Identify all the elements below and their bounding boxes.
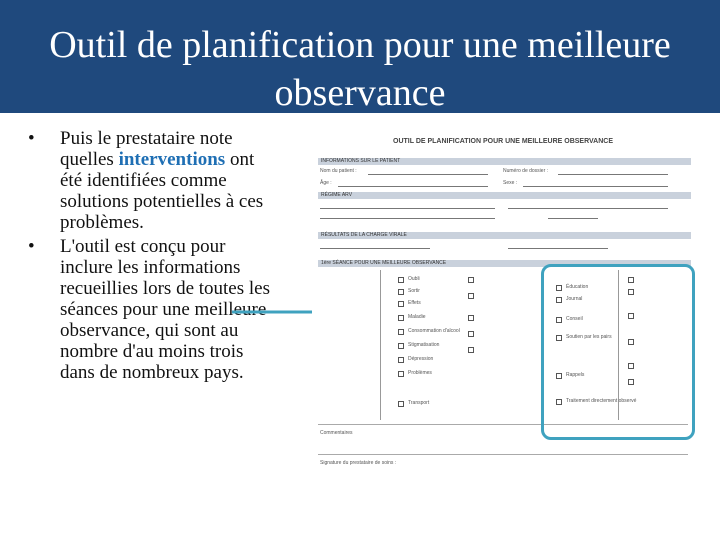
form-checkbox bbox=[398, 343, 404, 349]
bullet-dot-icon: • bbox=[28, 128, 35, 149]
form-checkbox bbox=[468, 277, 474, 283]
slide-title bbox=[0, 0, 720, 113]
form-field-age: Âge : bbox=[320, 180, 332, 186]
form-checkbox bbox=[468, 347, 474, 353]
form-obstacle: Dépression bbox=[408, 356, 434, 362]
form-checkbox bbox=[398, 357, 404, 363]
form-line bbox=[320, 218, 495, 219]
slide-title-line-2: observance bbox=[274, 72, 446, 114]
form-field-name: Nom du patient : bbox=[320, 168, 357, 174]
form-checkbox bbox=[398, 329, 404, 335]
form-obstacle: Consommation d'alcool bbox=[408, 328, 460, 334]
form-title: OUTIL DE PLANIFICATION POUR UNE MEILLEURE OBSERVANCE bbox=[393, 138, 613, 145]
form-checkbox bbox=[468, 331, 474, 337]
bullet-highlight: interventions bbox=[118, 149, 226, 170]
bullet-list bbox=[28, 128, 278, 386]
form-checkbox bbox=[468, 315, 474, 321]
form-obstacle: Problèmes bbox=[408, 370, 432, 376]
form-line bbox=[508, 208, 668, 209]
bullet-dot-icon: • bbox=[28, 236, 35, 257]
form-section-session: 1ère SÉANCE POUR UNE MEILLEURE OBSERVANCE bbox=[318, 260, 691, 267]
form-signature-label: Signature du prestataire de soins : bbox=[320, 460, 397, 466]
form-checkbox bbox=[468, 293, 474, 299]
form-obstacle: Sortir bbox=[408, 288, 420, 294]
form-obstacle: Maladie bbox=[408, 314, 426, 320]
form-column-divider bbox=[380, 270, 381, 420]
form-checkbox bbox=[398, 301, 404, 307]
form-checkbox bbox=[398, 277, 404, 283]
bullet-text: L'outil est conçu pour inclure les informations recueillies lors de toutes les séances pour une meilleure observance, qui sont au nombre d'au moins trois dans de nombreux pays. bbox=[60, 236, 270, 383]
form-section-results: RÉSULTATS DE LA CHARGE VIRALE bbox=[318, 232, 691, 239]
form-line bbox=[320, 208, 495, 209]
form-intervention: Traitement directement observé bbox=[566, 398, 637, 404]
form-line bbox=[368, 174, 488, 175]
form-line bbox=[523, 186, 668, 187]
form-checkbox bbox=[398, 289, 404, 295]
bullet-item bbox=[28, 128, 278, 233]
bullet-text-end: ont été identifiées comme solutions potentielles à ces problèmes. bbox=[60, 149, 264, 233]
form-checkbox bbox=[398, 315, 404, 321]
form-intervention: Conseil bbox=[566, 316, 583, 322]
form-line bbox=[338, 186, 488, 187]
form-obstacle: Stigmatisation bbox=[408, 342, 440, 348]
form-line bbox=[558, 174, 668, 175]
form-checkbox bbox=[398, 401, 404, 407]
slide-title-line-1: Outil de planification pour une meilleure bbox=[49, 24, 671, 66]
form-obstacle: Effets bbox=[408, 300, 421, 306]
highlight-frame bbox=[541, 264, 695, 440]
form-checkbox bbox=[398, 371, 404, 377]
form-line bbox=[318, 454, 688, 455]
form-section-patient: INFORMATIONS SUR LE PATIENT bbox=[318, 158, 691, 165]
form-comments-label: Commentaires bbox=[320, 430, 353, 436]
bullet-text: Puis le prestataire note quelles bbox=[60, 128, 233, 170]
form-line bbox=[320, 248, 430, 249]
form-intervention: Éducation bbox=[566, 284, 589, 290]
form-section-arv: RÉGIME ARV bbox=[318, 192, 691, 199]
form-obstacle: Oubli bbox=[408, 276, 420, 282]
form-obstacle: Transport bbox=[408, 400, 430, 406]
form-intervention: Journal bbox=[566, 296, 583, 302]
form-intervention: Soutien par les pairs bbox=[566, 334, 612, 340]
form-field-sex: Sexe : bbox=[503, 180, 518, 186]
form-intervention: Rappels bbox=[566, 372, 585, 378]
form-field-file: Numéro de dossier : bbox=[503, 168, 549, 174]
form-line bbox=[548, 218, 598, 219]
form-line bbox=[508, 248, 608, 249]
